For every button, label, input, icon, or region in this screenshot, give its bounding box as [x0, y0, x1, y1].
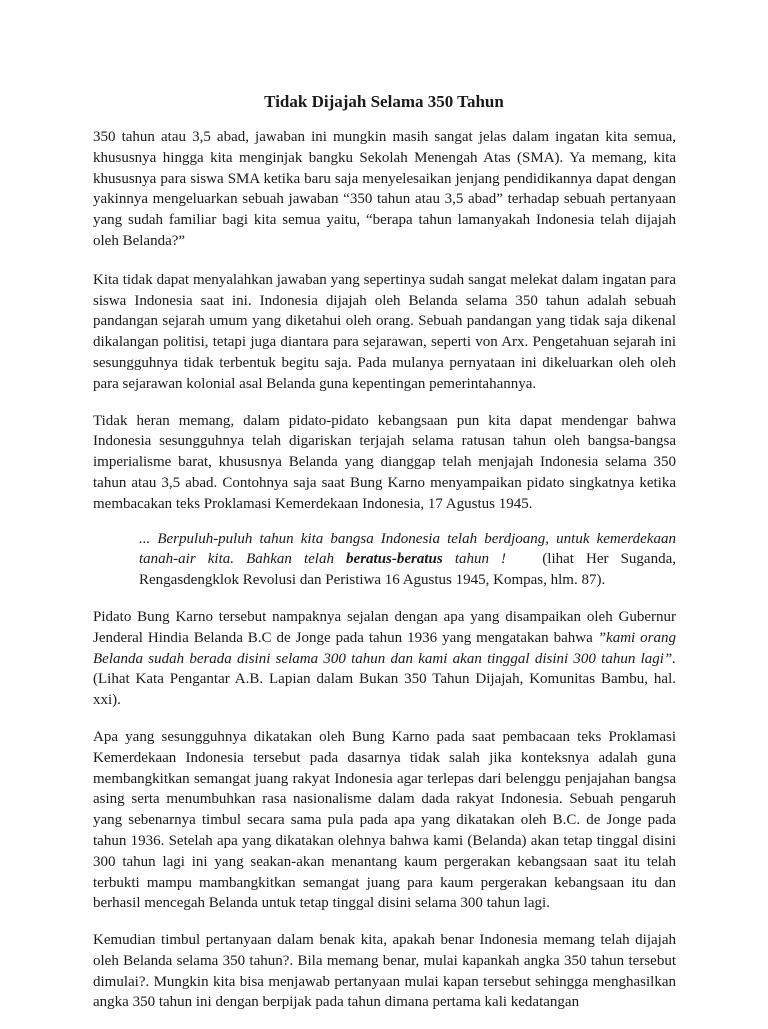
paragraph-5: Apa yang sesungguhnya dikatakan oleh Bung Karno pada saat pembacaan teks Proklamasi Kemerdekaan Indonesia tersebut pada dasarnya tidak salah jika konteksnya adalah guna membangkitkan semangat juang rakyat Indonesia agar terlepas dari belenggu penjajahan bangsa asing serta menumbuhkan rasa nasionalisme dalam dada rakyat Indonesia. Sebuah pengaruh yang sebenarnya timbul secara sama pula pada apa yang dikatakan oleh B.C. de Jonge pada tahun 1936. Setelah apa yang dikatakan olehnya bahwa kami (Belanda) akan tetap tinggal disini 300 tahun lagi ini yang seakan-akan menantang kaum pergerakan kebangsaan saat itu telah terbukti mampu mambangkitkan semangat juang para kaum pergerakan kebangsaan itu dan berhasil mencegah Belanda untuk tetap tinggal disini selama 300 tahun lagi.	[93, 728, 676, 912]
paragraph-3: Tidak heran memang, dalam pidato-pidato kebangsaan pun kita dapat mendengar bahwa Indonesia sesungguhnya telah digariskan terjajah selama ratusan tahun oleh bangsa-bangsa imperialisme barat, khususnya Belanda yang dianggap telah menjajah Indonesia selama 350 tahun atau 3,5 abad. Contohnya saja saat Bung Karno menyampaikan pidato singkatnya ketika membacakan teks Proklamasi Kemerdekaan Indonesia, 17 Agustus 1945.	[93, 412, 676, 512]
quote-italic-start: ... Berpuluh-puluh tahun kita bangsa Indonesia telah berdjoang, untuk kemerdekaan tanah-air kita. Bahkan telah	[139, 530, 676, 568]
quote-italic-end: tahun !	[454, 551, 507, 568]
document-title: Tidak Dijajah Selama 350 Tahun	[264, 92, 504, 111]
soekarno-quote	[139, 529, 676, 591]
paragraph-4-end: (Lihat Kata Pengantar A.B. Lapian dalam Bukan 350 Tahun Dijajah, Komunitas Bambu, hal. xxi).	[93, 671, 676, 709]
paragraph-1: 350 tahun atau 3,5 abad, jawaban ini mungkin masih sangat jelas dalam ingatan kita semua, khususnya hingga kita menginjak bangku Sekolah Menengah Atas (SMA). Ya memang, kita khususnya para siswa SMA ketika baru saja menyelesaikan jenjang pendidikannya dapat dengan yakinnya mengeluarkan sebuah jawaban “350 tahun atau 3,5 abad” terhadap sebuah pertanyaan yang sudah familiar bagi kita semua yaitu, “berapa tahun lamanyakah Indonesia telah dijajah oleh Belanda?”	[93, 129, 676, 249]
quote-bold: beratus-beratus	[346, 551, 443, 568]
paragraph-4-start: Pidato Bung Karno tersebut nampaknya sejalan dengan apa yang disampaikan oleh Gubernur Jenderal Hindia Belanda B.C de Jonge pada tahun 1936 yang mengatakan bahwa	[93, 608, 676, 646]
paragraph-2: Kita tidak dapat menyalahkan jawaban yang sepertinya sudah sangat melekat dalam ingatan para siswa Indonesia saat ini. Indonesia dijajah oleh Belanda selama 350 tahun adalah sebuah pandangan sejarah umum yang diketahui oleh orang. Sebuah pandangan yang tidak saja dikenal dikalangan politisi, tetapi juga diantara para sejarawan, seperti von Arx. Pengetahuan sejarah ini sesungguhnya tidak terbentuk begitu saja. Pada mulanya pernyataan ini dikeluarkan oleh oleh para sejarawan kolonial asal Belanda guna kepentingan pemerintahannya.	[93, 271, 676, 392]
document-body	[93, 127, 676, 1029]
paragraph-4-italic: ”kami orang Belanda sudah berada disini selama 300 tahun dan kami akan tinggal disini 300 tahun lagi”.	[93, 629, 676, 667]
quote-citation: (lihat Her Suganda, Rengasdengklok Revolusi dan Peristiwa 16 Agustus 1945, Kompas, hlm. 87).	[139, 551, 676, 589]
paragraph-6: Kemudian timbul pertanyaan dalam benak kita, apakah benar Indonesia memang telah dijajah oleh Belanda selama 350 tahun?. Bila memang benar, mulai kapankah angka 350 tahun tersebut dimulai?. Mungkin kita bisa menjawab pertanyaan mulai kapan tersebut sehingga menghasilkan angka 350 tahun ini dengan berpijak pada tahun dimana pertama kali kedatangan	[93, 932, 676, 1011]
paragraph-4	[93, 607, 676, 711]
